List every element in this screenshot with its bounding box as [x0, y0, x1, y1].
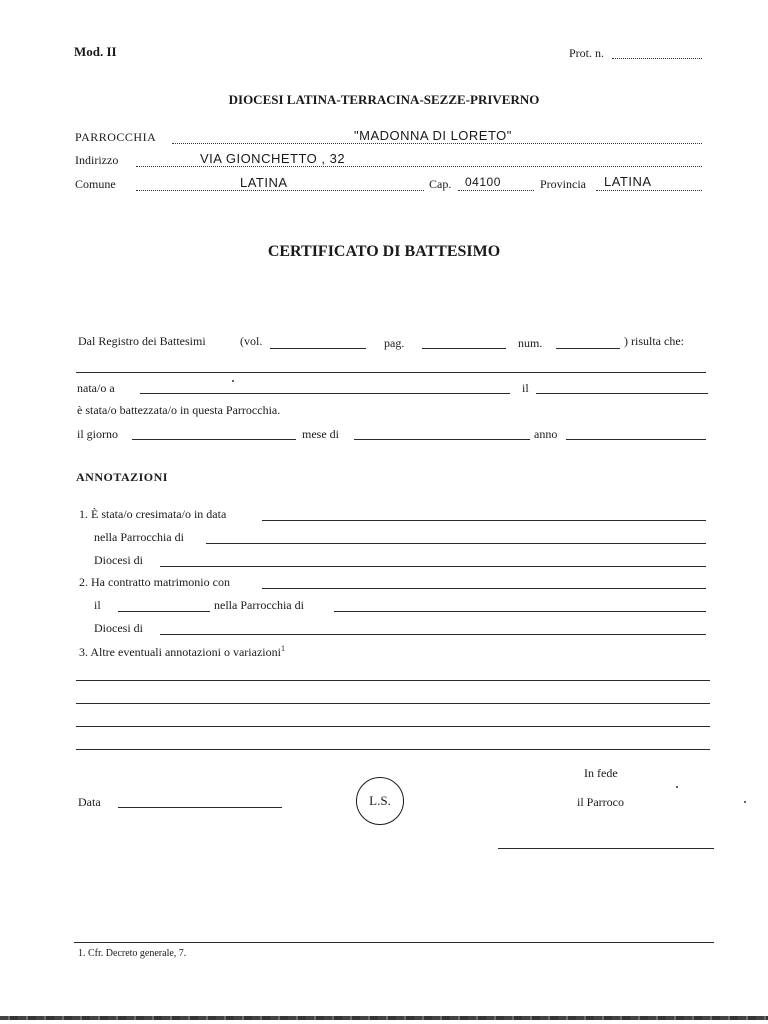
variazioni-line-1[interactable] [76, 680, 710, 681]
matrimonio-il-label: il [94, 598, 101, 612]
birthdate-field[interactable] [536, 393, 708, 394]
indirizzo-value: VIA GIONCHETTO , 32 [200, 151, 346, 166]
battezzato-text: è stata/o battezzata/o in questa Parrocchia. [77, 403, 281, 417]
protocol-label: Prot. n. [569, 46, 605, 60]
risulta-label: ) risulta che: [624, 334, 684, 348]
provincia-label: Provincia [540, 177, 586, 191]
num-label: num. [518, 336, 543, 350]
in-fede-label: In fede [584, 766, 618, 780]
variazioni-line-2[interactable] [76, 703, 710, 704]
data-label: Data [78, 795, 101, 809]
name-field[interactable] [76, 372, 706, 373]
data-field[interactable] [118, 807, 282, 808]
annotazioni-heading: ANNOTAZIONI [76, 470, 168, 484]
matrimonio-con-field[interactable] [262, 588, 706, 589]
parroco-signature-field[interactable] [498, 848, 714, 849]
variazioni-label: 3. Altre eventuali annotazioni o variazioni$^1$ [79, 644, 285, 659]
comune-label: Comune [75, 177, 116, 191]
pag-label: pag. [384, 336, 405, 350]
variazioni-line-3[interactable] [76, 726, 710, 727]
parrocchia-value: "MADONNA DI LORETO" [354, 128, 512, 143]
scan-speck [232, 380, 234, 382]
cresima-diocesi-field[interactable] [160, 566, 706, 567]
cap-value: 04100 [465, 175, 501, 189]
protocol-field[interactable] [612, 58, 702, 59]
seal-stamp: L.S. [356, 777, 404, 825]
vol-label: (vol. [240, 334, 263, 348]
matrimonio-diocesi-field[interactable] [160, 634, 706, 635]
giorno-field[interactable] [132, 439, 296, 440]
cresima-label: 1. È stata/o cresimata/o in data [79, 507, 227, 521]
comune-value: LATINA [240, 175, 288, 190]
parrocchia-label: PARROCCHIA [75, 130, 157, 144]
indirizzo-label: Indirizzo [75, 153, 119, 167]
provincia-field[interactable] [596, 190, 702, 191]
scan-bottom-edge [0, 1016, 768, 1020]
num-field[interactable] [556, 348, 620, 349]
comune-field[interactable] [136, 190, 424, 191]
cap-field[interactable] [458, 190, 534, 191]
scan-speck [676, 786, 678, 788]
birthdate-il-label: il [522, 381, 529, 395]
matrimonio-diocesi-label: Diocesi di [94, 621, 143, 635]
cap-label: Cap. [429, 177, 452, 191]
provincia-value: LATINA [604, 174, 652, 189]
anno-label: anno [534, 427, 558, 441]
mese-label: mese di [302, 427, 339, 441]
cresima-parrocchia-field[interactable] [206, 543, 706, 544]
giorno-label: il giorno [77, 427, 118, 441]
pag-field[interactable] [422, 348, 506, 349]
footnote-divider [74, 942, 714, 943]
anno-field[interactable] [566, 439, 706, 440]
parrocchia-field[interactable] [172, 143, 702, 144]
nato-label: nata/o a [77, 381, 115, 395]
matrimonio-label: 2. Ha contratto matrimonio con [79, 575, 230, 589]
matrimonio-parrocchia-field[interactable] [334, 611, 706, 612]
birthplace-field[interactable] [140, 393, 510, 394]
vol-field[interactable] [270, 348, 366, 349]
footnote-ref: 1 [280, 644, 285, 653]
matrimonio-parrocchia-label: nella Parrocchia di [214, 598, 304, 612]
scan-speck [744, 801, 746, 803]
diocese-title: DIOCESI LATINA-TERRACINA-SEZZE-PRIVERNO [228, 92, 540, 107]
form-model-number: Mod. II [74, 44, 117, 59]
mese-field[interactable] [354, 439, 530, 440]
cresima-parrocchia-label: nella Parrocchia di [94, 530, 184, 544]
variazioni-line-4[interactable] [76, 749, 710, 750]
registro-label: Dal Registro dei Battesimi [78, 334, 206, 348]
indirizzo-field[interactable] [136, 166, 702, 167]
cresima-date-field[interactable] [262, 520, 706, 521]
certificate-title: CERTIFICATO DI BATTESIMO [267, 243, 501, 260]
footnote-text: 1. Cfr. Decreto generale, 7. [78, 948, 187, 959]
cresima-diocesi-label: Diocesi di [94, 553, 143, 567]
matrimonio-date-field[interactable] [118, 611, 210, 612]
parroco-label: il Parroco [577, 795, 624, 809]
